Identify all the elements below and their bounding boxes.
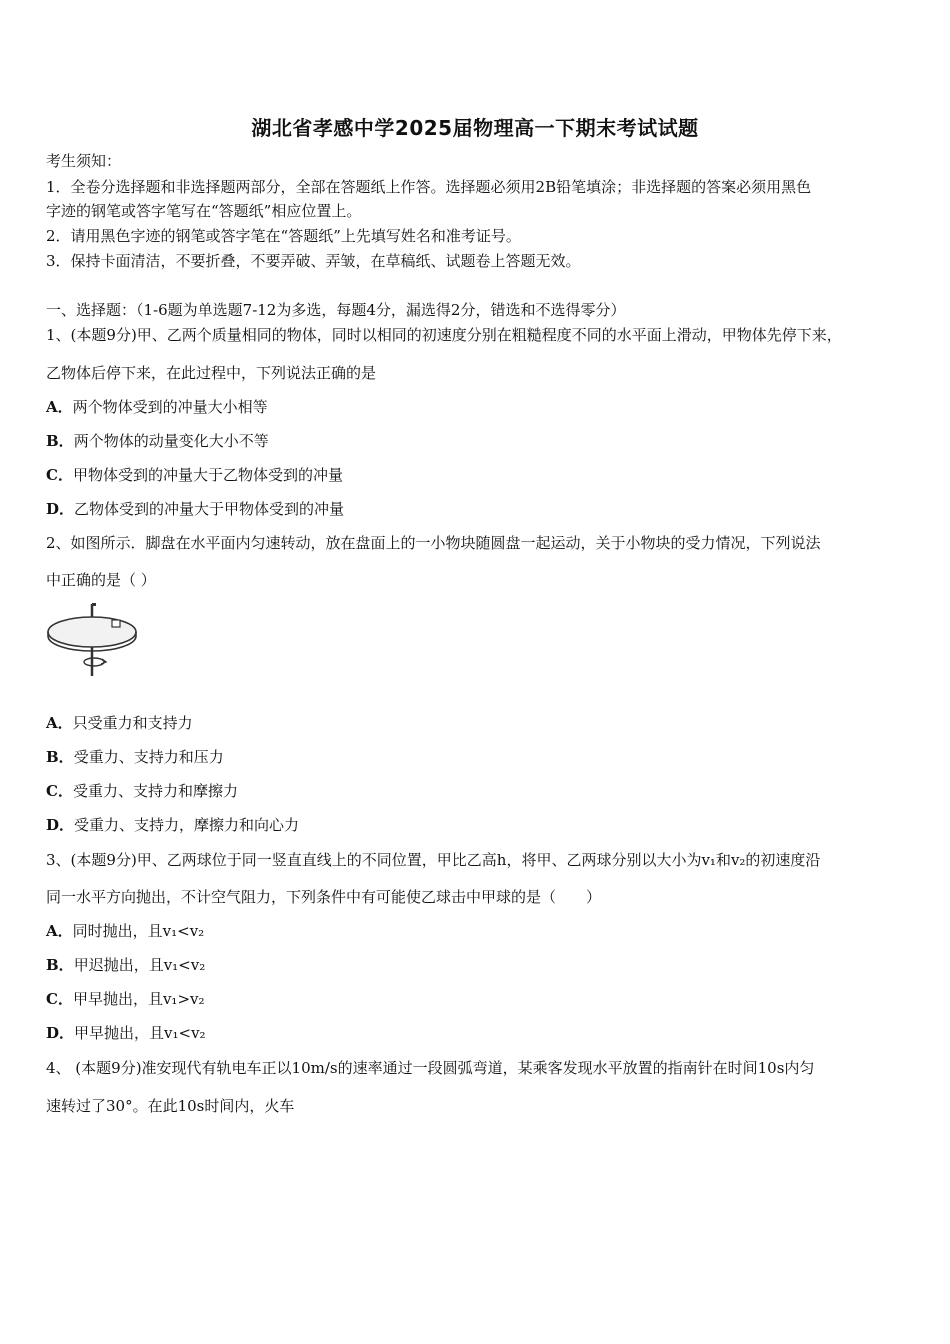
notice-1a: 1．全卷分选择题和非选择题两部分，全部在答题纸上作答。选择题必须用2B铅笔填涂；非选择题的答案必须用黑色 xyxy=(46,178,812,196)
option-label: A． xyxy=(46,714,73,732)
option-label: B． xyxy=(46,748,74,766)
page-title: 湖北省孝感中学2025届物理高一下期末考试试题 xyxy=(251,116,699,140)
q3-stem-a: 3、(本题9分)甲、乙两球位于同一竖直直线上的不同位置，甲比乙高h，将甲、乙两球分别以大小为v₁和v₂的初速度沿 xyxy=(46,851,821,869)
option-text: 受重力、支持力和压力 xyxy=(73,748,224,766)
q2-option-a xyxy=(46,713,193,733)
option-label: B． xyxy=(46,956,74,974)
q3-option-c xyxy=(46,989,205,1009)
option-text: 乙物体受到的冲量大于甲物体受到的冲量 xyxy=(74,500,345,518)
option-text: 甲迟抛出，且v₁<v₂ xyxy=(73,956,206,974)
q3-option-a xyxy=(46,921,204,941)
option-label: D． xyxy=(46,1024,75,1042)
option-text: 受重力、支持力，摩擦力和向心力 xyxy=(74,816,300,834)
option-text: 受重力、支持力和摩擦力 xyxy=(72,782,238,800)
option-text: 甲物体受到的冲量大于乙物体受到的冲量 xyxy=(72,466,343,484)
q3-stem-b: 同一水平方向抛出，不计空气阻力，下列条件中有可能使乙球击中甲球的是（ ） xyxy=(46,888,602,906)
option-text: 甲早抛出，且v₁<v₂ xyxy=(74,1024,206,1042)
option-text: 甲早抛出，且v₁>v₂ xyxy=(72,990,205,1008)
disc-top xyxy=(48,617,136,647)
option-label: D． xyxy=(46,816,75,834)
notice-2: 2．请用黑色字迹的钢笔或答字笔在“答题纸”上先填写姓名和准考证号。 xyxy=(46,227,521,245)
q4-stem-b: 速转过了30°。在此10s时间内，火车 xyxy=(46,1097,295,1115)
q2-option-b xyxy=(46,747,224,767)
q1-option-a xyxy=(46,397,268,417)
option-label: A． xyxy=(46,922,73,940)
q1-option-d xyxy=(46,499,344,519)
rod-top xyxy=(92,603,96,606)
option-label: C． xyxy=(46,782,73,800)
q2-option-d xyxy=(46,815,299,835)
option-text: 只受重力和支持力 xyxy=(72,714,193,732)
option-label: D． xyxy=(46,500,75,518)
q2-stem-a: 2、如图所示．脚盘在水平面内匀速转动，放在盘面上的一小物块随圆盘一起运动，关于小物块的受力情况，下列说法 xyxy=(46,534,821,552)
option-text: 两个物体的动量变化大小不等 xyxy=(73,432,269,450)
section-heading: 一、选择题：（1-6题为单选题7-12为多选，每题4分，漏选得2分，错选和不选得零分） xyxy=(46,301,626,319)
q3-option-b xyxy=(46,955,205,975)
option-label: A． xyxy=(46,398,73,416)
q3-option-d xyxy=(46,1023,206,1043)
option-text: 同时抛出，且v₁<v₂ xyxy=(72,922,205,940)
q1-option-c xyxy=(46,465,343,485)
q1-stem-a: 1、(本题9分)甲、乙两个质量相同的物体，同时以相同的初速度分别在粗糙程度不同的水平面上滑动，甲物体先停下来， xyxy=(46,326,842,344)
notice-heading: 考生须知： xyxy=(46,152,122,170)
option-text: 两个物体受到的冲量大小相等 xyxy=(72,398,268,416)
q1-option-b xyxy=(46,431,269,451)
q4-stem-a: 4、 (本题9分)准安现代有轨电车正以10m/s的速率通过一段圆弧弯道，某乘客发现水平放置的指南针在时间10s内匀 xyxy=(46,1059,815,1077)
notice-1b: 字迹的钢笔或答字笔写在“答题纸”相应位置上。 xyxy=(46,202,362,220)
notice-3: 3．保持卡面清洁，不要折叠，不要弄破、弄皱，在草稿纸、试题卷上答题无效。 xyxy=(46,252,581,270)
option-label: C． xyxy=(46,990,73,1008)
q2-option-c xyxy=(46,781,238,801)
rotating-disc-figure xyxy=(44,602,140,678)
q2-stem-b: 中正确的是（ ） xyxy=(46,571,156,589)
rotation-arrow xyxy=(84,658,104,666)
q1-stem-b: 乙物体后停下来，在此过程中，下列说法正确的是 xyxy=(46,364,377,382)
small-block xyxy=(112,620,120,627)
option-label: C． xyxy=(46,466,73,484)
option-label: B． xyxy=(46,432,74,450)
